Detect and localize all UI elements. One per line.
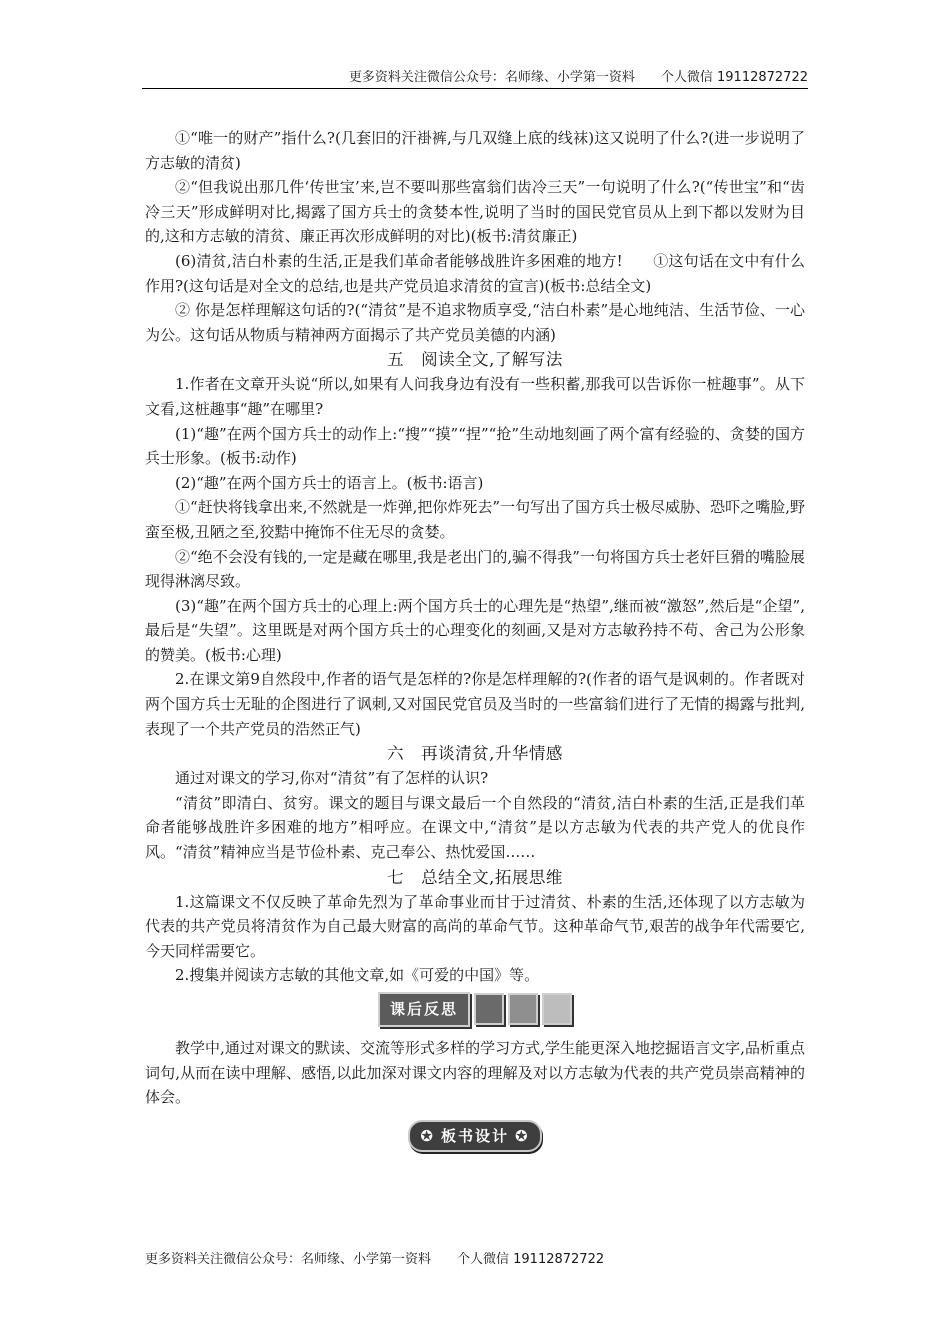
star-icon: ✪: [420, 1126, 435, 1145]
paragraph: (2)“趣”在两个国方兵士的语言上。(板书:语言): [175, 473, 484, 492]
document-body: [145, 126, 805, 1164]
paragraph: ②“但我说出那几件‘传世宝’来,岂不要叫那些富翁们齿冷三天”一句说明了什么?(“传世宝”和“齿冷三天”形成鲜明对比,揭露了国方兵士的贪婪本性,说明了当时的国民党官员从上到下都以发财为目的,这和方志敏的清贫、廉正再次形成鲜明的对比)(板书:清贫廉正): [145, 178, 805, 246]
reflection-banner-label: 课后反思: [378, 992, 470, 1027]
page-header: 更多资料关注微信公众号：名师缘、小学第一资料 个人微信 19112872722: [348, 70, 808, 85]
reflection-paragraph: 教学中,通过对课文的默读、交流等形式多样的学习方式,学生能更深入地挖掘语言文字,品析重点词句,从而在读中理解、感悟,以此加深对课文内容的理解及对以方志敏为代表的共产党员崇高精神的体会。: [145, 1039, 805, 1107]
paragraph: ②“绝不会没有钱的,一定是藏在哪里,我是老出门的,骗不得我”一句将国方兵士老奸巨猾的嘴脸展现得淋漓尽致。: [145, 547, 805, 591]
paragraph: 2.在课文第9自然段中,作者的语气是怎样的?你是怎样理解的?(作者的语气是讽刺的。作者既对两个国方兵士无耻的企图进行了讽刺,又对国民党官员及当时的一些富翁们进行了无情的揭露与批判,表现了一个共产党员的浩然正气): [145, 670, 805, 738]
page-footer: 更多资料关注微信公众号：名师缘、小学第一资料 个人微信 19112872722: [145, 1252, 605, 1267]
paragraph: ② 你是怎样理解这句话的?(“清贫”是不追求物质享受,“洁白朴素”是心地纯洁、生活节俭、一心为公。这句话从物质与精神两方面揭示了共产党员美德的内涵): [145, 301, 805, 344]
header-divider: [142, 88, 808, 89]
reflection-banner: [145, 992, 805, 1022]
paragraph: (1)“趣”在两个国方兵士的动作上:“搜”“摸”“捏”“抢”生动地刻画了两个富有经验的、贪婪的国方兵士形象。(板书:动作): [145, 424, 805, 468]
section-heading: 五 阅读全文,了解写法: [387, 350, 563, 370]
section-heading: 七 总结全文,拓展思维: [387, 867, 563, 887]
decorative-square: [508, 993, 538, 1025]
paragraph: “清贫”即清白、贫穷。课文的题目与课文最后一个自然段的“清贫,洁白朴素的生活,正是我们革命者能够战胜许多困难的地方”相呼应。在课文中,“清贫”是以方志敏为代表的共产党人的优良作风。“清贫”精神应当是节俭朴素、克己奉公、热忱爱国……: [145, 793, 805, 862]
paragraph: (3)“趣”在两个国方兵士的心理上:两个国方兵士的心理先是“热望”,继而被“激怒”,然后是“企望”,最后是“失望”。这里既是对两个国方兵士的心理变化的刻画,又是对方志敏矜持不苟、舍己为公形象的赞美。(板书:心理): [145, 596, 805, 664]
board-design-banner: [408, 1120, 541, 1153]
paragraph: ①“赶快将钱拿出来,不然就是一炸弹,把你炸死去”一句写出了国方兵士极尽威胁、恐吓之嘴脸,野蛮至极,丑陋之至,狡黠中掩饰不住无尽的贪婪。: [145, 498, 805, 541]
board-banner-label: 板书设计: [440, 1126, 509, 1145]
decorative-square: [474, 993, 504, 1025]
paragraph: 通过对课文的学习,你对“清贫”有了怎样的认识?: [175, 769, 489, 788]
paragraph: (6)清贫,洁白朴素的生活,正是我们革命者能够战胜许多困难的地方! ①这句话在文中有什么作用?(这句话是对全文的总结,也是共产党员追求清贫的宣言)(板书:总结全文): [145, 251, 805, 295]
paragraph: 1.这篇课文不仅反映了革命先烈为了革命事业而甘于过清贫、朴素的生活,还体现了以方志敏为代表的共产党员将清贫作为自己最大财富的高尚的革命气节。这种革命气节,艰苦的战争年代需要它,今天同样需要它。: [145, 892, 805, 960]
board-banner-row: [145, 1120, 805, 1150]
decorative-square: [542, 993, 572, 1025]
paragraph: 1.作者在文章开头说“所以,如果有人问我身边有没有一些积蓄,那我可以告诉你一桩趣事”。从下文看,这桩趣事“趣”在哪里?: [145, 375, 805, 418]
paragraph: ①“唯一的财产”指什么?(几套旧的汗褂裤,与几双缝上底的线袜)这又说明了什么?(进一步说明了方志敏的清贫): [145, 129, 805, 172]
section-heading: 六 再谈清贫,升华情感: [387, 744, 563, 764]
paragraph: 2.搜集并阅读方志敏的其他文章,如《可爱的中国》等。: [175, 966, 540, 985]
star-icon: ✪: [515, 1126, 530, 1145]
